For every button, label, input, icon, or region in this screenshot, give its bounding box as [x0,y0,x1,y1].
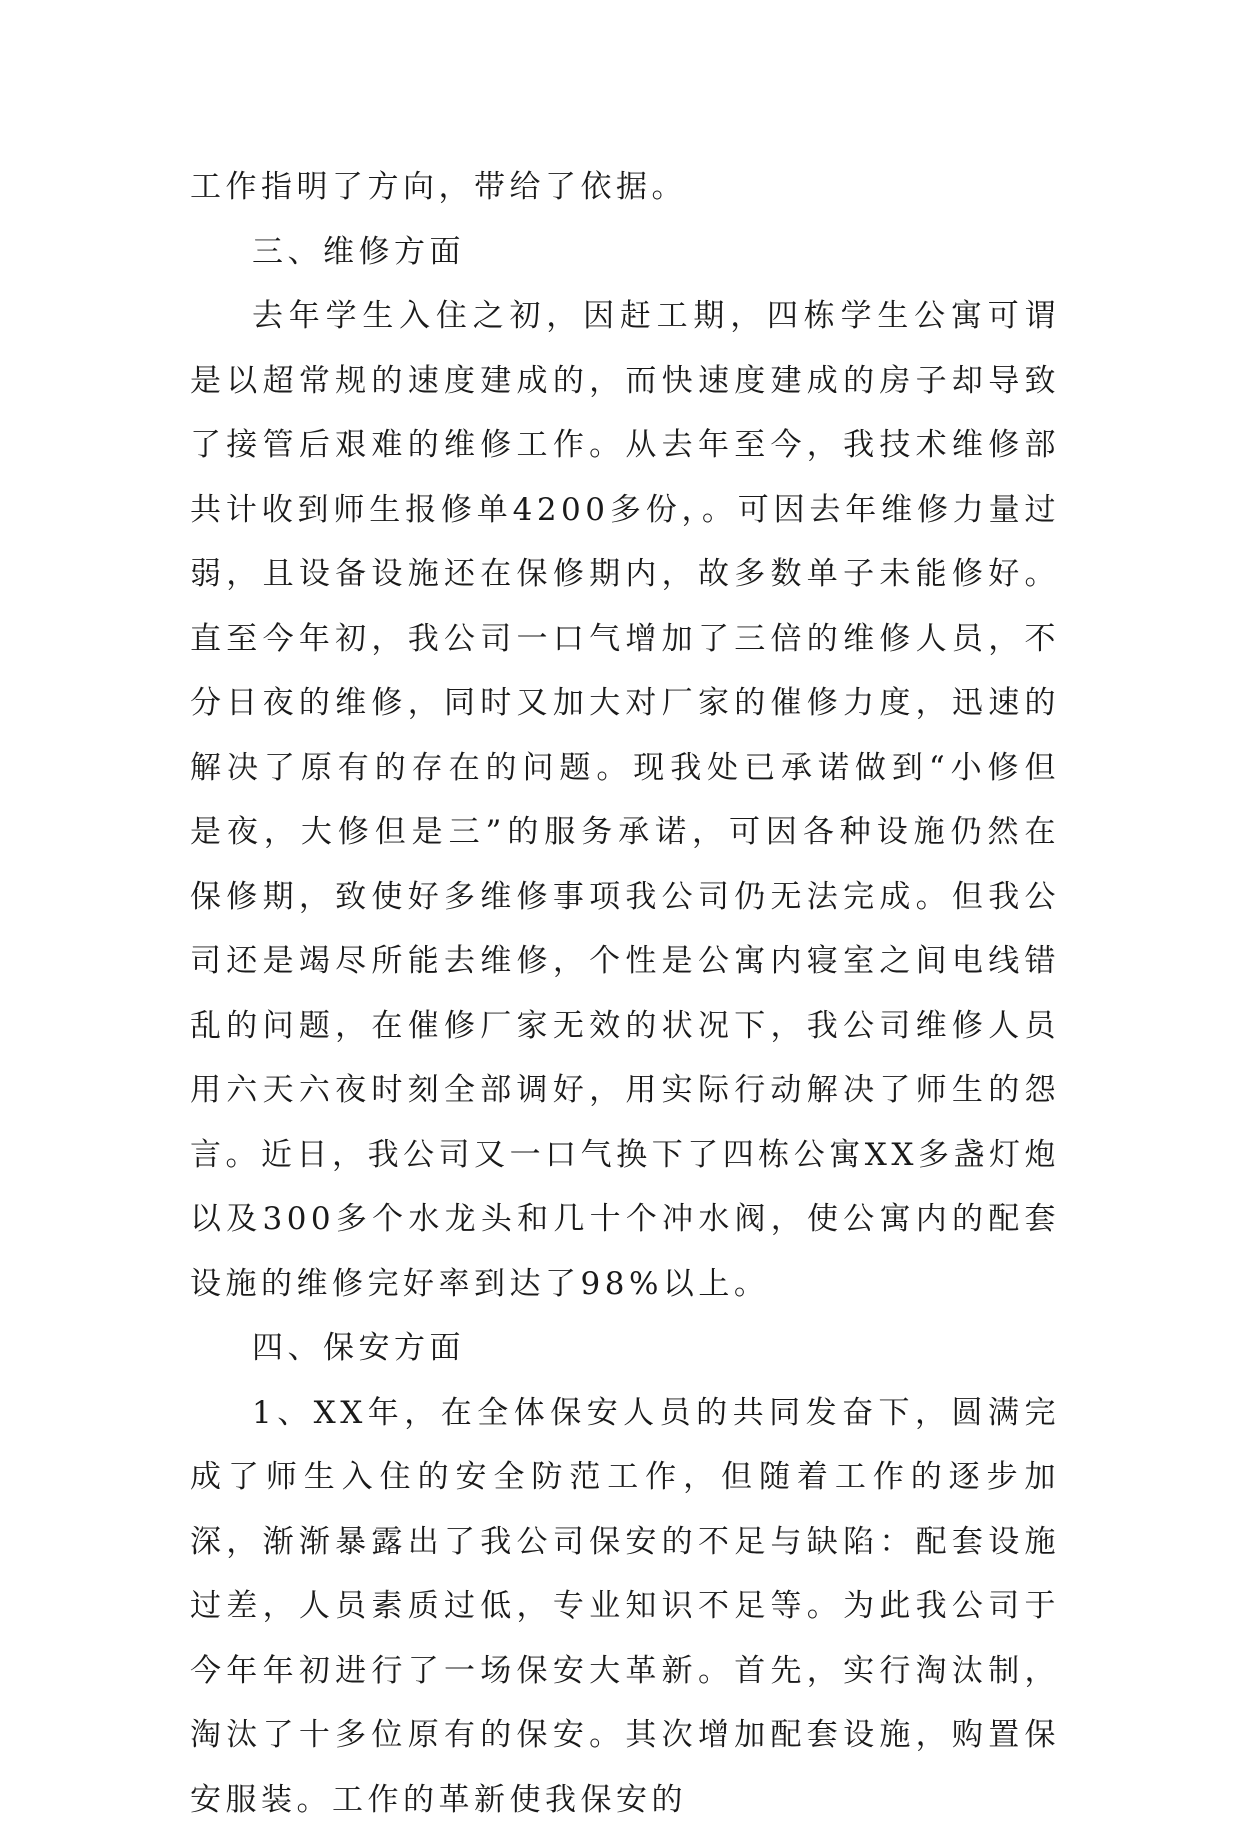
paragraph-continuation: 工作指明了方向，带给了依据。 [190,155,1060,220]
paragraph-maintenance: 去年学生入住之初，因赶工期，四栋学生公寓可谓是以超常规的速度建成的，而快速度建成的房子却导致了接管后艰难的维修工作。从去年至今，我技术维修部共计收到师生报修单4200多份，。可因去年维修力量过弱，且设备设施还在保修期内，故多数单子未能修好。直至今年初，我公司一口气增加了三倍的维修人员，不分日夜的维修，同时又加大对厂家的催修力度，迅速的解决了原有的存在的问题。现我处已承诺做到“小修但是夜，大修但是三”的服务承诺，可因各种设施仍然在保修期，致使好多维修事项我公司仍无法完成。但我公司还是竭尽所能去维修，个性是公寓内寝室之间电线错乱的问题，在催修厂家无效的状况下，我公司维修人员用六天六夜时刻全部调好，用实际行动解决了师生的怨言。近日，我公司又一口气换下了四栋公寓XX多盏灯炮以及300多个水龙头和几十个冲水阀，使公寓内的配套设施的维修完好率到达了98%以上。 [190,284,1060,1316]
paragraph-security: 1、XX年，在全体保安人员的共同发奋下，圆满完成了师生入住的安全防范工作，但随着工作的逐步加深，渐渐暴露出了我公司保安的不足与缺陷：配套设施过差，人员素质过低，专业知识不足等。为此我公司于今年年初进行了一场保安大革新。首先，实行淘汰制，淘汰了十多位原有的保安。其次增加配套设施，购置保安服装。工作的革新使我保安的 [190,1381,1060,1832]
section-heading-maintenance: 三、维修方面 [190,220,1060,285]
document-body [190,155,1060,1832]
section-heading-security: 四、保安方面 [190,1316,1060,1381]
